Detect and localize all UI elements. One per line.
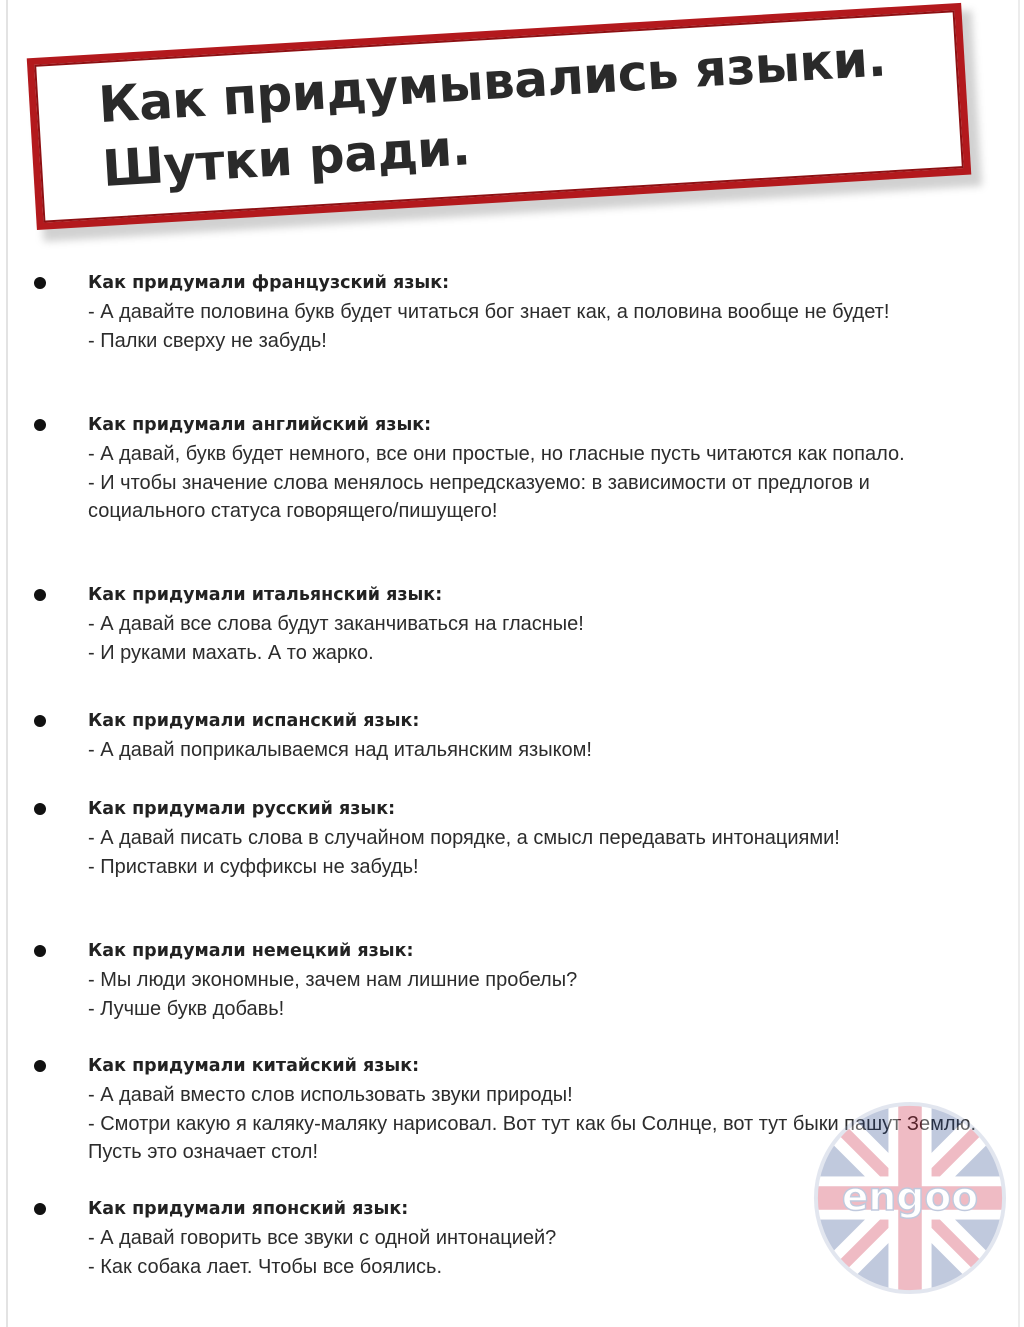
item-line: - Палки сверху не забудь! [88,329,327,352]
watermark-text: engoo [841,1174,979,1220]
item-body [88,610,978,667]
item-line: - Смотри какую я каляку-маляку нарисовал. Вот тут как бы Солнце, вот тут быки пашут Землю. Пусть это означает стол! [88,1112,977,1163]
item-body [88,440,978,526]
item-line: - А давай говорить все звуки с одной интонацией? [88,1227,557,1249]
scan-edge-left [6,0,8,1327]
item-body [88,736,978,765]
item-line: - А давайте половина букв будет читаться бог знает как, а половина вообще не будет! [88,301,890,323]
item-line: - А давай, букв будет немного, все они простые, но гласные пусть читаются как попало. [88,443,905,465]
item-line: - А давай все слова будут заканчиваться на гласные! [88,613,584,635]
bullet-icon [34,277,46,289]
title-line-1: Как придумывались языки. [96,29,888,135]
item-body [88,966,978,1023]
bullet-icon [34,1060,46,1072]
item-line: - И чтобы значение слова менялось непредсказуемо: в зависимости от предлогов и социального статуса говорящего/пишущего! [88,471,870,522]
item-line: - Лучше букв добавь! [88,997,285,1020]
item-heading: Как придумали английский язык: [88,415,432,435]
item-heading: Как придумали японский язык: [88,1199,409,1219]
item-line: - А давай поприкалываемся над итальянским языком! [88,739,592,761]
item-line: - И руками махать. А то жарко. [88,641,374,664]
bullet-icon [34,945,46,957]
item-heading: Как придумали русский язык: [88,799,396,819]
bullet-icon [34,715,46,727]
bullet-icon [34,803,46,815]
item-heading: Как придумали немецкий язык: [88,941,414,961]
bullet-icon [34,1203,46,1215]
item-line: - Мы люди экономные, зачем нам лишние пробелы? [88,969,578,991]
item-body [88,298,978,355]
scan-edge-right [1018,0,1020,1327]
banner-frame [27,3,972,230]
title-line-2: Шутки ради. [100,118,472,198]
page-title [97,26,892,201]
union-jack-circle-icon [812,1100,1008,1296]
item-heading: Как придумали итальянский язык: [88,585,443,605]
item-body [88,824,978,881]
bullet-icon [34,589,46,601]
item-line: - Как собака лает. Чтобы все боялись. [88,1255,443,1278]
item-heading: Как придумали французский язык: [88,273,450,293]
item-line: - Приставки и суффиксы не забудь! [88,855,419,878]
item-line: - А давай писать слова в случайном порядке, а смысл передавать интонациями! [88,827,840,849]
item-heading: Как придумали китайский язык: [88,1056,420,1076]
item-heading: Как придумали испанский язык: [88,711,420,731]
title-banner [27,2,987,248]
item-line: - А давай вместо слов использовать звуки природы! [88,1084,573,1106]
bullet-icon [34,419,46,431]
